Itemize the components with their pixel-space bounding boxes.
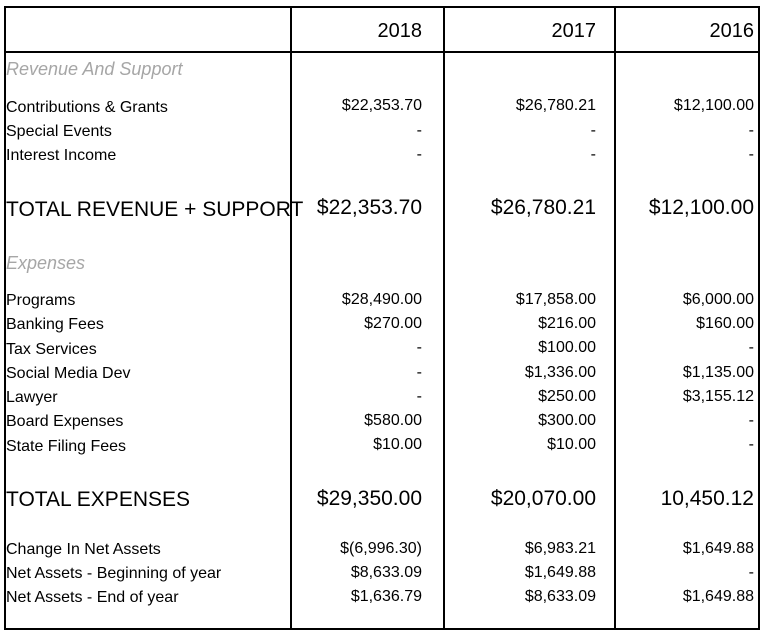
cell-value: - (416, 146, 422, 163)
cell-value: - (748, 436, 754, 453)
cell-value: - (416, 388, 422, 405)
cell-value: - (748, 564, 754, 581)
cell-value: - (748, 412, 754, 429)
row-label: Social Media Dev (6, 365, 131, 382)
column-divider (614, 6, 616, 630)
row-label: Special Events (6, 123, 112, 140)
total-expenses-label: TOTAL EXPENSES (6, 488, 191, 511)
cell-value: $10.00 (547, 436, 596, 453)
column-divider (290, 6, 292, 630)
year-header: 2018 (377, 20, 422, 42)
cell-value: - (748, 146, 754, 163)
cell-value: $100.00 (538, 339, 596, 356)
cell-value: $26,780.21 (515, 97, 596, 114)
cell-value: $1,135.00 (682, 364, 754, 381)
cell-value: $1,336.00 (524, 364, 596, 381)
row-label: Change In Net Assets (6, 541, 161, 558)
row-label: Banking Fees (6, 316, 104, 333)
total-revenue-label: TOTAL REVENUE + SUPPORT (6, 198, 304, 221)
row-label: Lawyer (6, 389, 58, 406)
row-label: Interest Income (6, 147, 117, 164)
row-label: Contributions & Grants (6, 99, 168, 116)
row-label: Board Expenses (6, 413, 124, 430)
total-value: $22,353.70 (316, 196, 422, 219)
cell-value: $1,649.88 (682, 540, 754, 557)
cell-value: - (590, 146, 596, 163)
total-value: $12,100.00 (648, 196, 754, 219)
cell-value: - (416, 339, 422, 356)
cell-value: $28,490.00 (341, 291, 422, 308)
cell-value: $160.00 (696, 315, 754, 332)
column-divider (443, 6, 445, 630)
cell-value: $250.00 (538, 388, 596, 405)
section-title-revenue: Revenue And Support (6, 59, 183, 79)
row-label: Programs (6, 292, 76, 309)
total-value: $20,070.00 (490, 487, 596, 510)
cell-value: $6,983.21 (524, 540, 596, 557)
cell-value: $580.00 (364, 412, 422, 429)
cell-value: $17,858.00 (515, 291, 596, 308)
year-header: 2016 (709, 20, 754, 42)
section-title-expenses: Expenses (6, 253, 86, 273)
cell-value: $1,649.88 (682, 588, 754, 605)
total-value: $26,780.21 (490, 196, 596, 219)
cell-value: $1,649.88 (524, 564, 596, 581)
cell-value: $22,353.70 (341, 97, 422, 114)
cell-value: $(6,996.30) (340, 540, 422, 557)
cell-value: $12,100.00 (673, 97, 754, 114)
cell-value: $270.00 (364, 315, 422, 332)
cell-value: - (748, 122, 754, 139)
cell-value: $10.00 (373, 436, 422, 453)
row-label: Net Assets - End of year (6, 589, 179, 606)
total-value: $29,350.00 (316, 487, 422, 510)
total-value: 10,450.12 (660, 487, 754, 510)
cell-value: $8,633.09 (524, 588, 596, 605)
cell-value: $216.00 (538, 315, 596, 332)
cell-value: - (416, 364, 422, 381)
cell-value: $6,000.00 (682, 291, 754, 308)
cell-value: $3,155.12 (682, 388, 754, 405)
cell-value: - (416, 122, 422, 139)
cell-value: $8,633.09 (350, 564, 422, 581)
row-label: State Filing Fees (6, 438, 127, 455)
cell-value: - (590, 122, 596, 139)
cell-value: $300.00 (538, 412, 596, 429)
cell-value: $1,636.79 (350, 588, 422, 605)
header-divider (4, 51, 760, 53)
year-header: 2017 (551, 20, 596, 42)
row-label: Tax Services (6, 341, 97, 358)
row-label: Net Assets - Beginning of year (6, 565, 222, 582)
cell-value: - (748, 339, 754, 356)
